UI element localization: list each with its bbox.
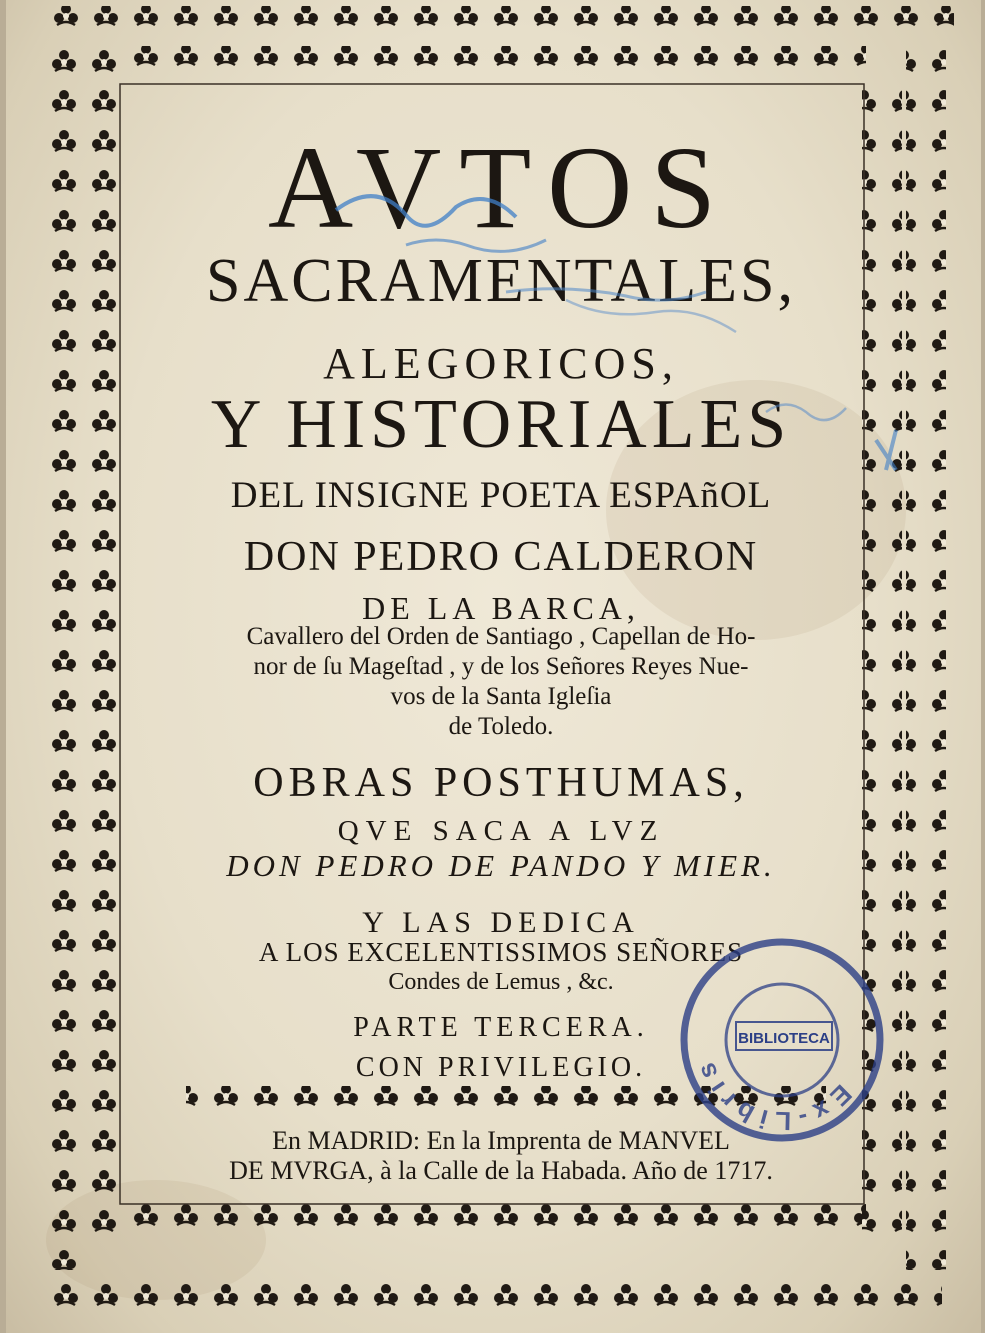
dedication-line: A LOS EXCELENTISSIMOS SEÑORES (258, 937, 744, 967)
dedication-line: Y LAS DEDICA (362, 906, 640, 939)
author-surname: DE LA BARCA, (362, 590, 640, 626)
title-sacramentales: SACRAMENTALES, (206, 247, 796, 315)
author-titles-line: nor de ſu Mageſtad , y de los Señores Reyes Nue- (253, 653, 749, 680)
volume-part: PARTE TERCERA. (353, 1012, 649, 1043)
title-historiales: Y HISTORIALES (210, 386, 792, 463)
editor-intro: QVE SACA A LVZ (337, 815, 665, 847)
author-intro: DEL INSIGNE POETA ESPAñOL (230, 475, 772, 516)
imprint-line: En MADRID: En la Imprenta de MANVEL (272, 1126, 730, 1155)
author-titles-line: de Toledo. (448, 713, 554, 740)
works-heading: OBRAS POSTHUMAS, (253, 760, 749, 806)
title-alegoricos: ALEGORICOS, (323, 339, 679, 388)
privilege-line: CON PRIVILEGIO. (355, 1052, 647, 1083)
title-autos: AVTOS (267, 122, 734, 253)
stamp-ring-text: Ex-Libris (688, 1053, 858, 1137)
author-name: DON PEDRO CALDERON (243, 534, 759, 580)
title-page (6, 0, 981, 1333)
editor-name: DON PEDRO DE PANDO Y MIER. (226, 848, 776, 883)
imprint-line: DE MVRGA, à la Calle de la Habada. Año de 1717. (229, 1156, 773, 1185)
stamp-center-text: BIBLIOTECA (738, 1030, 830, 1047)
ex-libris-stamp (678, 936, 886, 1144)
author-titles-line: Cavallero del Orden de Santiago , Capellan de Ho- (246, 623, 756, 650)
author-titles-line: vos de la Santa Igleſia (390, 683, 612, 710)
dedication-line: Condes de Lemus , &c. (388, 969, 614, 995)
